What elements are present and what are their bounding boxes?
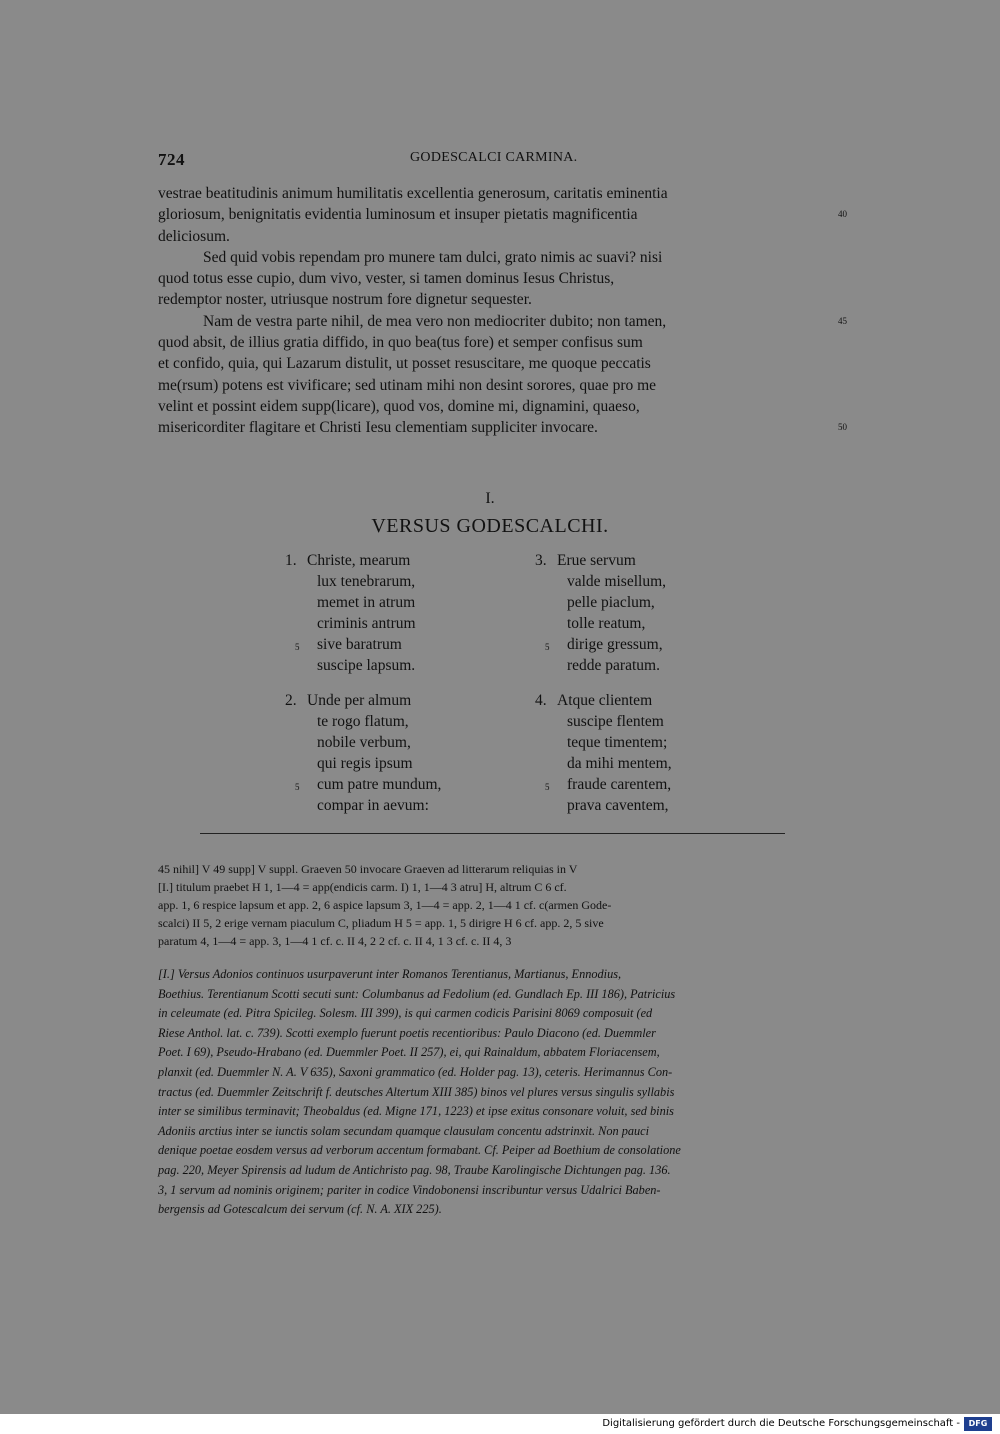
stanza <box>285 690 525 816</box>
verse-text: sive baratrum <box>317 636 402 653</box>
verse-text: nobile verbum, <box>317 734 411 751</box>
verse-line <box>285 634 525 655</box>
verse-text: Christe, mearum <box>307 552 411 569</box>
prose-line <box>158 247 830 268</box>
verse-line <box>285 550 525 571</box>
verse-line <box>535 655 775 676</box>
verse-number: 5 <box>545 782 550 792</box>
verse-text: lux tenebrarum, <box>317 573 416 590</box>
note-line: pag. 220, Meyer Spirensis ad ludum de Antichristo pag. 98, Traube Karolingische Dichtungen pag. 136. <box>158 1162 671 1177</box>
apparatus-line: app. 1, 6 respice lapsum et app. 2, 6 aspice lapsum 3, 1—4 = app. 2, 1—4 1 cf. c(armen Gode- <box>158 898 612 912</box>
note-line: tractus (ed. Duemmler Zeitschrift f. deutsches Altertum XIII 385) binos vel plures versus singulis syllabis <box>158 1084 675 1099</box>
verse-number: 5 <box>295 782 300 792</box>
prose-line <box>158 353 830 374</box>
verse-line <box>535 732 775 753</box>
verse-line <box>285 795 525 816</box>
note-line: 3, 1 servum ad nominis originem; pariter in codice Vindobonensi inscribuntur versus Udalrici Baben- <box>158 1182 661 1197</box>
verse-line <box>285 592 525 613</box>
verse-line <box>285 732 525 753</box>
verse-text: te rogo flatum, <box>317 713 409 730</box>
verse-line <box>535 795 775 816</box>
prose-line-text: velint et possint eidem supp(licare), quod vos, domine mi, dignamini, quaeso, <box>158 397 640 415</box>
stanza-number: 3. <box>535 552 547 569</box>
verse-text: cum patre mundum, <box>317 776 442 793</box>
prose-line-text: Nam de vestra parte nihil, de mea vero non mediocriter dubito; non tamen, <box>203 312 667 330</box>
verse-text: qui regis ipsum <box>317 755 413 772</box>
verse-line <box>535 774 775 795</box>
prose-line-text: me(rsum) potens est vivificare; sed utinam mihi non desint sorores, quae pro me <box>158 376 657 394</box>
commentary-notes <box>158 965 830 1220</box>
prose-line <box>158 417 847 438</box>
verse-line <box>285 613 525 634</box>
prose-line <box>158 311 847 332</box>
verse-line <box>285 774 525 795</box>
stanza <box>535 690 775 816</box>
prose-line-text: gloriosum, benignitatis evidentia luminosum et insuper pietatis magnificentia <box>158 206 638 224</box>
prose-line <box>158 396 830 417</box>
note-line: Poet. I 69), Pseudo-Hrabano (ed. Duemmler Poet. II 257), ei, qui Rainaldum, abbatem Floriacensem, <box>158 1045 660 1060</box>
note-line: denique poetae eosdem versus ad verborum accentum formabant. Cf. Peiper ad Boethium de consolatione <box>158 1143 681 1158</box>
prose-line-text: Sed quid vobis rependam pro munere tam dulci, grato nimis ac suavi? nisi <box>203 248 663 266</box>
stanza <box>535 550 775 676</box>
verse-line <box>285 753 525 774</box>
verse-text: suscipe lapsum. <box>317 657 416 674</box>
verse-text: Atque clientem <box>557 692 653 709</box>
note-line: Boethius. Terentianum Scotti secuti sunt: Columbanus ad Fedolium (ed. Gundlach Ep. III 186), Patricius <box>158 986 676 1001</box>
verse-line <box>535 613 775 634</box>
prose-line-text: redemptor noster, utriusque nostrum fore dignetur sequester. <box>158 291 532 309</box>
digitization-footer <box>0 1414 1000 1434</box>
note-line: planxit (ed. Duemmler N. A. V 635), Saxoni grammatico (ed. Holder pag. 13), ceteris. Herimannus Con- <box>158 1064 673 1079</box>
verse-text: teque timentem; <box>567 734 668 751</box>
stanza-number: 1. <box>285 552 297 569</box>
verse-line <box>535 592 775 613</box>
prose-line <box>158 226 830 247</box>
prose-line-text: quod totus esse cupio, dum vivo, vester, si tamen dominus Iesus Christus, <box>158 270 615 288</box>
footnote-rule <box>200 833 785 834</box>
note-line: inter se similibus terminavit; Theobaldus (ed. Migne 171, 1223) et ipse exitus consonare voluit, sed binis <box>158 1104 674 1119</box>
verse-text: fraude carentem, <box>567 776 672 793</box>
verse-text: Unde per almum <box>307 692 412 709</box>
note-line: [I.] Versus Adonios continuos usurpaverunt inter Romanos Terentianus, Martianus, Ennodius, <box>158 967 622 981</box>
footer-text: Digitalisierung gefördert durch die Deutsche Forschungsgemeinschaft - <box>602 1418 960 1429</box>
apparatus-line: 45 nihil] V 49 supp] V suppl. Graeven 50 invocare Graeven ad litterarum reliquias in V <box>158 862 578 876</box>
verse-text: da mihi mentem, <box>567 755 672 772</box>
prose-line-text: et confido, quia, qui Lazarum distulit, ut posset resuscitare, me quoque peccatis <box>158 355 651 373</box>
prose-line-text: quod absit, de illius gratia diffido, in quo bea(tus fore) et semper confisus sum <box>158 334 643 352</box>
note-line: in celeumate (ed. Pitra Spicileg. Solesm. III 399), is qui carmen codicis Parisini 8069 composuit (ed <box>158 1006 653 1021</box>
verse-text: redde paratum. <box>567 657 660 674</box>
verse-text: valde misellum, <box>567 573 667 590</box>
prose-line <box>158 375 830 396</box>
verse-line <box>535 753 775 774</box>
verse-text: criminis antrum <box>317 615 416 632</box>
verse-line <box>535 690 775 711</box>
verse-text: prava caventem, <box>567 797 669 814</box>
prose-line <box>158 204 847 225</box>
prose-line-text: vestrae beatitudinis animum humilitatis excellentia generosum, caritatis eminentia <box>158 185 668 202</box>
stanza-number: 4. <box>535 692 547 709</box>
verse-text: pelle piaclum, <box>567 594 655 611</box>
apparatus-line: scalci) II 5, 2 erige vernam piaculum C, pliadum H 5 = app. 1, 5 dirigre H 6 cf. app. 2, 5 sive <box>158 916 604 930</box>
running-title: GODESCALCI CARMINA. <box>410 150 578 165</box>
line-number: 45 <box>838 315 847 326</box>
verse-line <box>535 571 775 592</box>
verse-line <box>535 634 775 655</box>
page-number: 724 <box>158 150 185 169</box>
verse-line <box>285 690 525 711</box>
line-number: 40 <box>838 209 847 220</box>
verse-number: 5 <box>295 642 300 652</box>
note-line: Adoniis arctius inter se iunctis solam secundam quamque clausulam concentu adstrinxit. Non pauci <box>158 1123 650 1138</box>
dfg-logo: DFG <box>964 1417 992 1431</box>
prose-line-text: misericorditer flagitare et Christi Iesu clementiam suppliciter invocare. <box>158 419 598 437</box>
verse-number: 5 <box>545 642 550 652</box>
verse-text: dirige gressum, <box>567 636 663 653</box>
note-line: bergensis ad Gotescalcum dei servum (cf. N. A. XIX 225). <box>158 1202 442 1217</box>
prose-line-text: deliciosum. <box>158 227 230 245</box>
stanza-number: 2. <box>285 692 297 709</box>
note-line: Riese Anthol. lat. c. 739). Scotti exemplo fuerunt poetis recentioribus: Paulo Diacono (ed. Duemmler <box>158 1025 656 1040</box>
prose-line <box>158 289 830 310</box>
verse-text: tolle reatum, <box>567 615 646 632</box>
prose-line <box>158 332 830 353</box>
verse-text: Erue servum <box>557 552 636 569</box>
prose-line <box>158 268 830 289</box>
section-number: I. <box>485 490 495 507</box>
verse-text: compar in aevum: <box>317 797 429 814</box>
prose-block <box>158 183 847 439</box>
verse-line <box>535 550 775 571</box>
verse-line <box>285 655 525 676</box>
line-number: 50 <box>838 422 847 433</box>
verse-text: suscipe flentem <box>567 713 664 730</box>
verse-text: memet in atrum <box>317 594 416 611</box>
verse-line <box>285 711 525 732</box>
apparatus-line: [I.] titulum praebet H 1, 1—4 = app(endicis carm. I) 1, 1—4 3 atru] H, altrum C 6 cf. <box>158 880 567 894</box>
section-title: VERSUS GODESCALCHI. <box>371 515 609 537</box>
critical-apparatus <box>158 860 830 950</box>
verse-line <box>535 711 775 732</box>
prose-line <box>158 183 830 204</box>
apparatus-line: paratum 4, 1—4 = app. 3, 1—4 1 cf. c. II 4, 2 2 cf. c. II 4, 1 3 cf. c. II 4, 3 <box>158 934 512 948</box>
stanza <box>285 550 525 676</box>
verse-line <box>285 571 525 592</box>
